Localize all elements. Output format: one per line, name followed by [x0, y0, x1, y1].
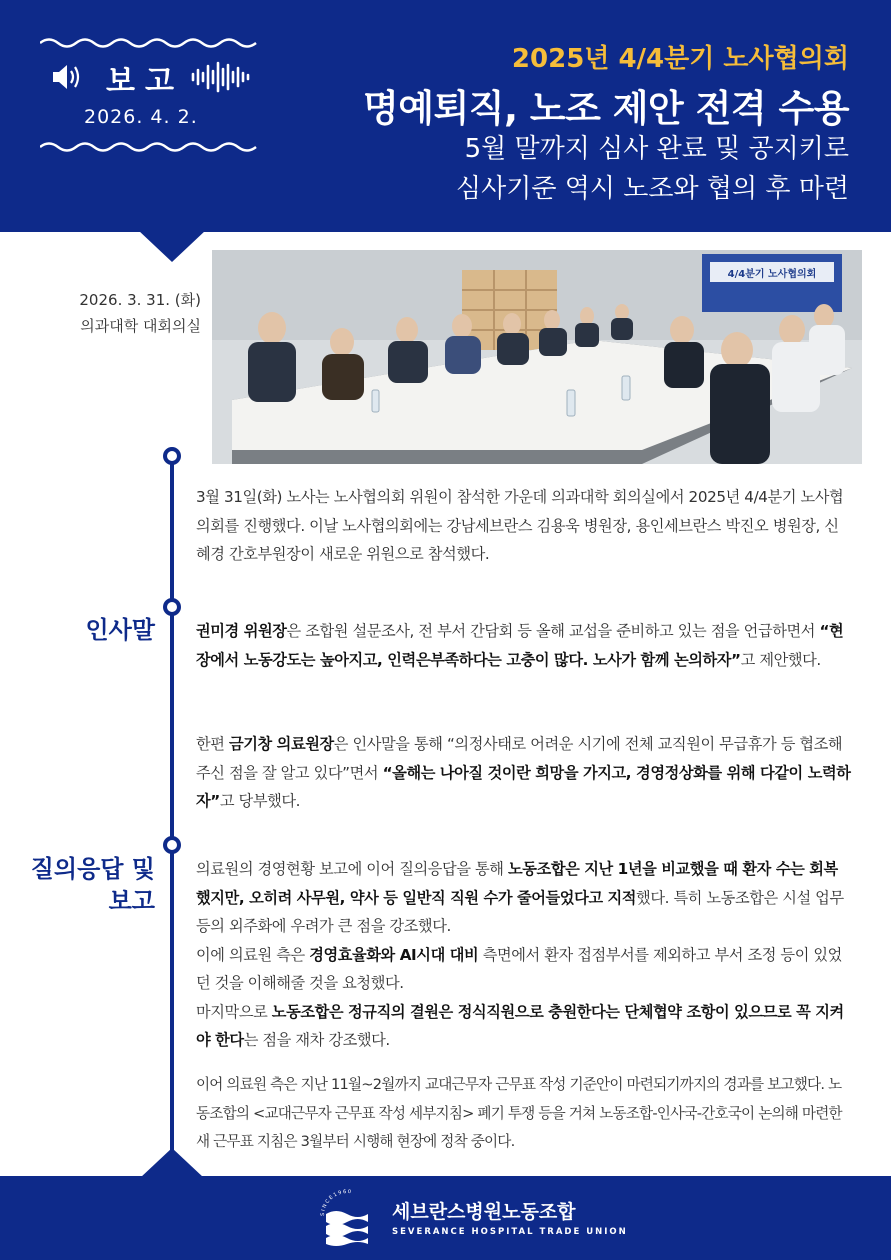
kicker: 2025년 4/4분기 노사협의회 — [511, 44, 849, 74]
greeting-paragraph-1: 권미경 위원장은 조합원 설문조사, 전 부서 간담회 등 올해 교섭을 준비하고 있는 점을 언급하면서 “현장에서 노동강도는 높아지고, 인력은부족하다는 고충이 많다. 노사가 함께 논의하자”고 제안했다. — [196, 622, 844, 669]
quote: “올해는 나아질 것이란 희망을 가지고, 경영정상화를 위해 다같이 노력하자” — [196, 763, 851, 810]
timeline-dot — [163, 598, 181, 616]
header-notch — [138, 230, 206, 262]
union-logo-icon — [316, 1186, 378, 1248]
photo-place: 의과대학 대회의실 — [80, 317, 201, 335]
timeline-dot — [163, 836, 181, 854]
intro-paragraph: 3월 31일(화) 노사는 노사협의회 위원이 참석한 가운데 의과대학 회의실에서 2025년 4/4분기 노사협의회를 진행했다. 이날 노사협의회에는 강남세브란스 김용욱 병원장, 용인세브란스 박진오 병원장, 신혜경 간호부원장이 새로운 위원으로 참석했다. — [196, 488, 844, 563]
sound-wave-icon — [190, 60, 252, 94]
headline: 명예퇴직, 노조 제안 전격 수용 — [363, 87, 849, 130]
qa-section-label: 질의응답 및 보고 — [30, 855, 155, 915]
banner-text: 4/4분기 노사협의회 — [727, 269, 817, 280]
greeting-section-label: 인사말 — [85, 616, 155, 644]
speaker-icon — [50, 60, 84, 94]
header-banner — [0, 0, 891, 232]
speaker-name: 권미경 위원장 — [196, 622, 287, 640]
svg-text:SINCE1960: SINCE1960 — [319, 1188, 353, 1217]
highlight: 노동조합은 정규직의 결원은 정식직원으로 충원한다는 단체협약 조항이 있으므로 꼭 지켜야 한다 — [196, 1002, 844, 1049]
footer-notch — [140, 1148, 204, 1178]
union-name: 세브란스병원노동조합 — [392, 1201, 576, 1223]
meeting-photo — [212, 250, 862, 464]
timeline-dot — [163, 447, 181, 465]
wave-bottom-decoration — [40, 140, 260, 154]
photo-date: 2026. 3. 31. (화) — [79, 291, 201, 309]
quote: “현장에서 노동강도는 높아지고, 인력은부족하다는 고충이 많다. 노사가 함께 논의하자” — [196, 622, 844, 669]
greeting-paragraph-2: 한편 금기창 의료원장은 인사말을 통해 “의정사태로 어려운 시기에 전체 교직원이 무급휴가 등 협조해주신 점을 잘 알고 있다”면서 “올해는 나아질 것이란 희망을 가지고, 경영정상화를 위해 다같이 노력하자”고 당부했다. — [196, 735, 851, 810]
qa-paragraph-1: 의료원의 경영현황 보고에 이어 질의응답을 통해 노동조합은 지난 1년을 비교했을 때 환자 수는 회복했지만, 오히려 사무원, 약사 등 일반직 직원 수가 줄어들었다고 지적했다. 특히 노동조합은 시설 업무 등의 외주화에 우려가 큰 점을 강조했다. 이에 의료원 측은 경영효율화와 AI시대 대비 측면에서 환자 접점부서를 제외하고 부서 조정 등이 있었던 것을 이해해줄 것을 요청했다. 마지막으로 노동조합은 정규직의 결원은 정식직원으로 충원한다는 단체협약 조항이 있으므로 꼭 지켜야 한다는 점을 재차 강조했다. — [196, 860, 844, 1049]
wave-top-decoration — [40, 36, 260, 50]
union-name-english: SEVERANCE HOSPITAL TRADE UNION — [392, 1227, 628, 1237]
subtitle-line-2: 심사기준 역시 노조와 협의 후 마련 — [456, 174, 849, 204]
report-badge — [40, 36, 260, 156]
subtitle-line-1: 5월 말까지 심사 완료 및 공지키로 — [464, 134, 849, 164]
highlight: 경영효율화와 AI시대 대비 — [309, 945, 479, 964]
badge-date: 2026. 4. 2. — [84, 106, 198, 128]
speaker-name: 금기창 의료원장 — [228, 735, 334, 753]
timeline-line — [170, 456, 174, 1198]
highlight: 노동조합은 지난 1년을 비교했을 때 환자 수는 회복했지만, 오히려 사무원, 약사 등 일반직 직원 수가 줄어들었다고 지적 — [196, 860, 838, 907]
badge-title: 보고 — [106, 64, 184, 99]
qa-paragraph-2: 이어 의료원 측은 지난 11월~2월까지 교대근무자 근무표 작성 기준안이 마련되기까지의 경과를 보고했다. 노동조합의 <교대근무자 근무표 작성 세부지침> 폐기 투쟁 등을 거쳐 노동조합-인사국-간호국이 논의해 마련한 새 근무표 지침은 3월부터 시행해 현장에 정착 중이다. — [196, 1076, 842, 1150]
